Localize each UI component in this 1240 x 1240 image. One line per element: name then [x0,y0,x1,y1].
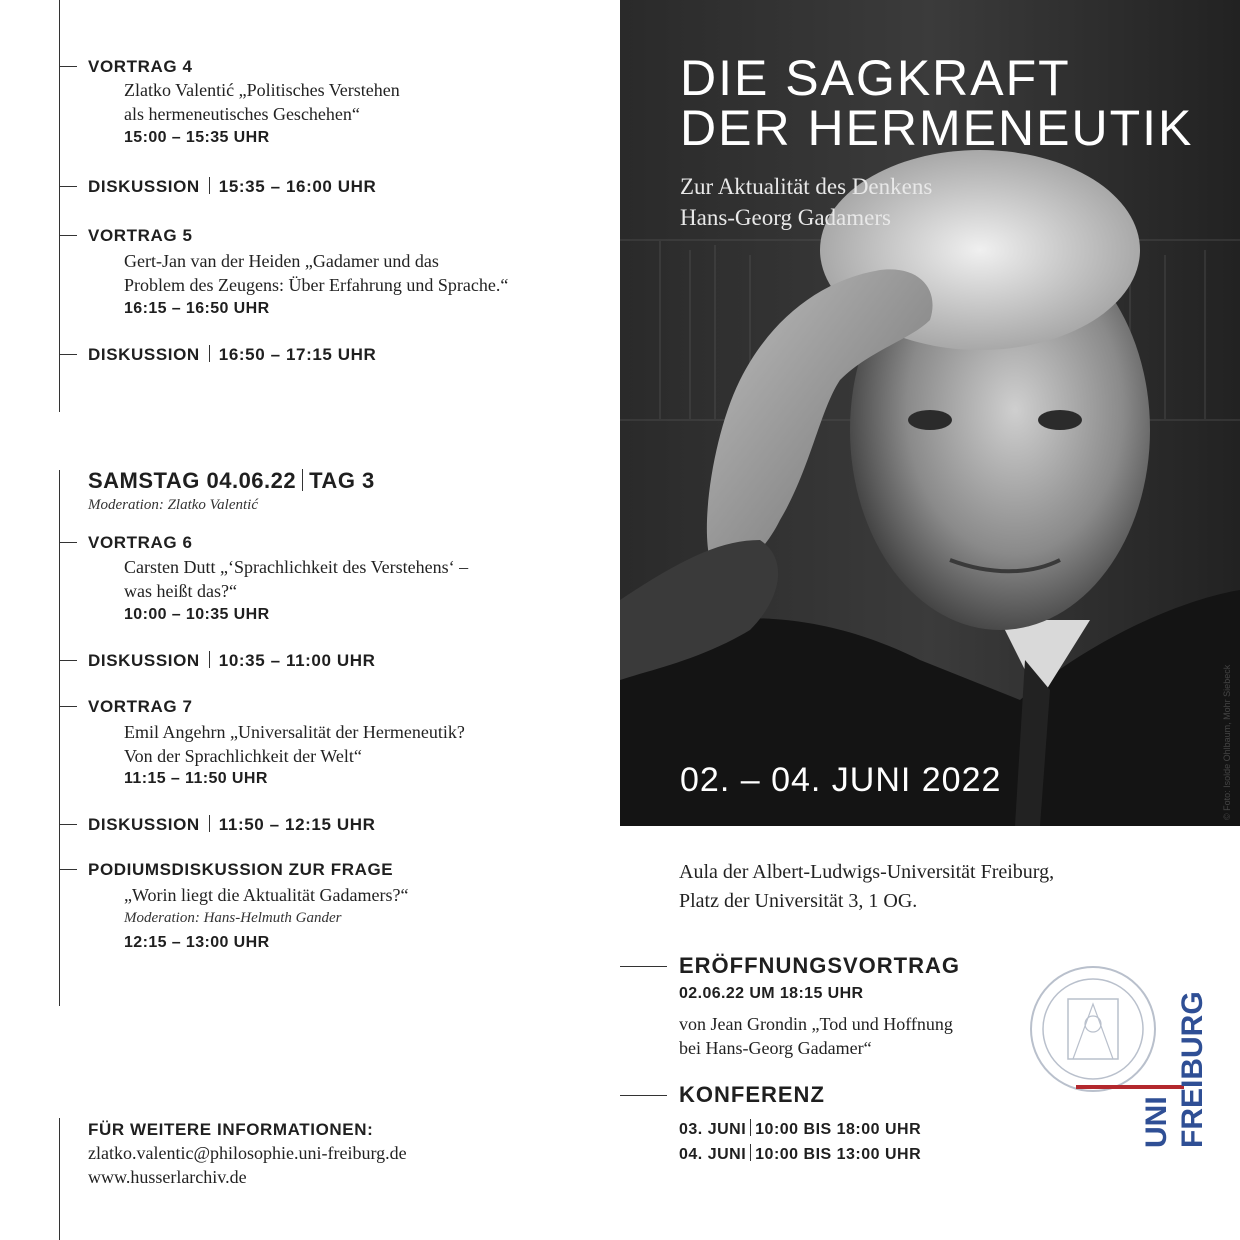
tick-diskussion4 [59,824,77,825]
tick-diskussion1 [59,186,77,187]
cover-subtitle-line2: Hans-Georg Gadamers [680,205,891,230]
tick-vortrag4 [59,66,77,67]
vortrag7-line1: Emil Angehrn „Universalität der Hermeneutik? [124,722,465,742]
diskussion2-row [88,345,376,365]
vortrag6-heading: VORTRAG 6 [88,533,193,552]
university-seal-icon [1028,964,1158,1094]
diskussion3-label: DISKUSSION [88,651,200,670]
logo-text-freiburg: FREIBURG [1176,991,1209,1148]
cover-title-line2: DER HERMENEUTIK [680,100,1194,156]
vortrag5-time: 16:15 – 16:50 UHR [124,300,270,317]
separator [302,469,303,491]
uni-freiburg-logo [1028,962,1209,1152]
opening-line1: von Jean Grondin „Tod und Hoffnung [679,1014,953,1034]
vortrag7-time: 11:15 – 11:50 UHR [124,770,268,787]
separator [209,345,210,362]
tick-vortrag6 [59,542,77,543]
conference-day1: 03. JUNI [679,1121,747,1138]
diskussion1-label: DISKUSSION [88,177,200,196]
separator [209,815,210,832]
vortrag5-heading: VORTRAG 5 [88,226,193,245]
cover-photo [620,0,1240,826]
podium-moderation: Moderation: Hans-Helmuth Gander [124,910,342,926]
separator [750,1144,751,1161]
vortrag4-line1: Zlatko Valentić „Politisches Verstehen [124,80,400,100]
opening-heading: ERÖFFNUNGSVORTRAG [679,953,960,978]
diskussion1-row [88,177,376,197]
timeline-line-middle [59,470,60,1006]
podium-time: 12:15 – 13:00 UHR [124,934,270,951]
vortrag4-line2: als hermeneutisches Geschehen“ [124,104,360,124]
timeline-line-top [59,0,60,412]
diskussion3-time: 10:35 – 11:00 UHR [218,651,376,670]
diskussion2-time: 16:50 – 17:15 UHR [218,345,377,364]
logo-text-uni: UNI [1140,1096,1173,1148]
tick-podium [59,869,77,870]
day3-date: SAMSTAG 04.06.22 [88,468,297,493]
vortrag7-line2: Von der Sprachlichkeit der Welt“ [124,746,362,766]
cover-subtitle-line1: Zur Aktualität des Denkens [680,174,933,199]
day3-moderation: Moderation: Zlatko Valentić [88,497,258,513]
separator [209,651,210,668]
vortrag6-line1: Carsten Dutt „‘Sprachlichkeit des Verstehens‘ – [124,557,469,577]
conference-day2-time: 10:00 BIS 13:00 UHR [755,1146,922,1163]
diskussion4-row [88,815,375,835]
venue-line2: Platz der Universität 3, 1 OG. [679,890,918,912]
tick-diskussion3 [59,660,77,661]
tick-vortrag7 [59,706,77,707]
opening-line2: bei Hans-Georg Gadamer“ [679,1038,872,1058]
vortrag7-heading: VORTRAG 7 [88,697,193,716]
vortrag4-heading: VORTRAG 4 [88,57,193,76]
info-email-link[interactable]: zlatko.valentic@philosophie.uni-freiburg.de [88,1143,407,1163]
cover-dates: 02. – 04. JUNI 2022 [680,761,1002,799]
diskussion1-time: 15:35 – 16:00 UHR [218,177,377,196]
vortrag5-line2: Problem des Zeugens: Über Erfahrung und Sprache.“ [124,275,509,295]
diskussion4-label: DISKUSSION [88,815,200,834]
cover-title-line1: DIE SAGKRAFT [680,50,1071,106]
separator [750,1119,751,1136]
diskussion3-row [88,651,375,671]
vortrag6-time: 10:00 – 10:35 UHR [124,606,270,623]
opening-datetime: 02.06.22 UM 18:15 UHR [679,985,864,1002]
conference-day1-time: 10:00 BIS 18:00 UHR [755,1121,922,1138]
conference-day2-row [679,1144,921,1164]
vortrag5-line1: Gert-Jan van der Heiden „Gadamer und das [124,251,439,271]
vortrag4-time: 15:00 – 15:35 UHR [124,129,270,146]
conference-day1-row [679,1119,921,1139]
day3-heading [88,468,375,494]
venue-line1: Aula der Albert-Ludwigs-Universität Freiburg, [679,861,1055,883]
tick-vortrag5 [59,235,77,236]
tick-diskussion2 [59,354,77,355]
separator [209,177,210,194]
info-web-link[interactable]: www.husserlarchiv.de [88,1167,247,1187]
photo-credit: © Foto: Isolde Ohlbaum, Mohr Siebeck [1222,664,1232,820]
tick-opening [620,966,667,967]
diskussion4-time: 11:50 – 12:15 UHR [218,815,376,834]
conference-heading: KONFERENZ [679,1082,825,1107]
day3-tag: TAG 3 [309,468,375,493]
tick-conference [620,1095,667,1096]
logo-red-bar [1076,1085,1184,1089]
vortrag6-line2: was heißt das?“ [124,581,237,601]
diskussion2-label: DISKUSSION [88,345,200,364]
podium-heading: PODIUMSDISKUSSION ZUR FRAGE [88,860,394,879]
podium-line1: „Worin liegt die Aktualität Gadamers?“ [124,885,409,905]
timeline-line-bottom [59,1118,60,1240]
info-heading: FÜR WEITERE INFORMATIONEN: [88,1120,374,1139]
conference-day2: 04. JUNI [679,1146,747,1163]
